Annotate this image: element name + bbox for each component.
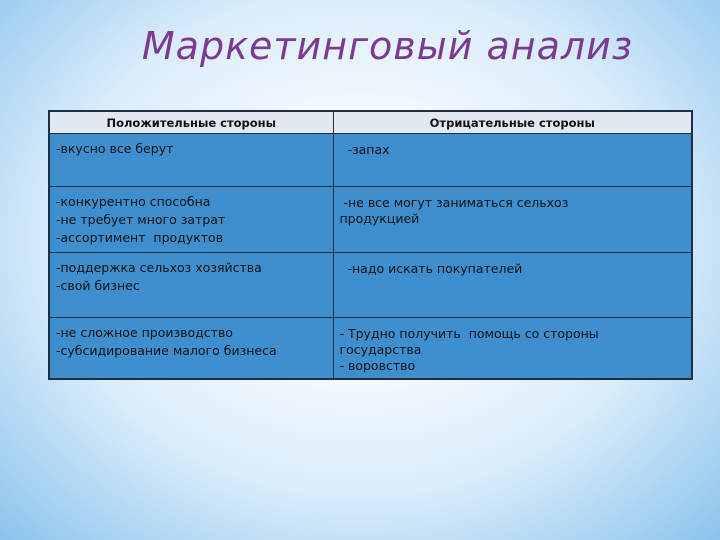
negative-cell: [333, 318, 692, 380]
cell-line: государства: [339, 342, 422, 357]
positive-cell: [49, 187, 333, 253]
positive-cell: [49, 134, 333, 187]
table-row: [49, 318, 692, 380]
negative-cell: [333, 187, 692, 253]
header-positive: Положительные стороны: [49, 111, 333, 134]
positive-cell: [49, 318, 333, 380]
cell-line: -вкусно все берут: [56, 141, 174, 156]
cell-line: -свой бизнес: [56, 278, 140, 293]
cell-line: -конкурентно способна: [56, 194, 211, 209]
cell-line: -субсидирование малого бизнеса: [56, 343, 277, 358]
negative-cell: [333, 253, 692, 318]
table-row: [49, 187, 692, 253]
cell-line: -надо искать покупателей: [343, 261, 523, 276]
slide-title: Маркетинговый анализ: [141, 24, 634, 68]
header-negative: Отрицательные стороны: [333, 111, 692, 134]
cell-line: -поддержка сельхоз хозяйства: [56, 260, 262, 275]
cell-line: продукцией: [339, 211, 420, 226]
cell-line: - Трудно получить помощь со стороны: [339, 326, 599, 341]
cell-line: - воровство: [339, 358, 416, 373]
table-header-row: [49, 111, 692, 134]
positive-cell: [49, 253, 333, 318]
swot-table: [48, 110, 693, 380]
table-row: [49, 134, 692, 187]
cell-line: -не требует много затрат: [56, 212, 226, 227]
cell-line: -не сложное производство: [56, 325, 233, 340]
table-row: [49, 253, 692, 318]
negative-cell: [333, 134, 692, 187]
cell-line: -запах: [343, 142, 390, 157]
cell-line: -ассортимент продуктов: [56, 230, 224, 245]
cell-line: -не все могут заниматься сельхоз: [339, 195, 569, 210]
